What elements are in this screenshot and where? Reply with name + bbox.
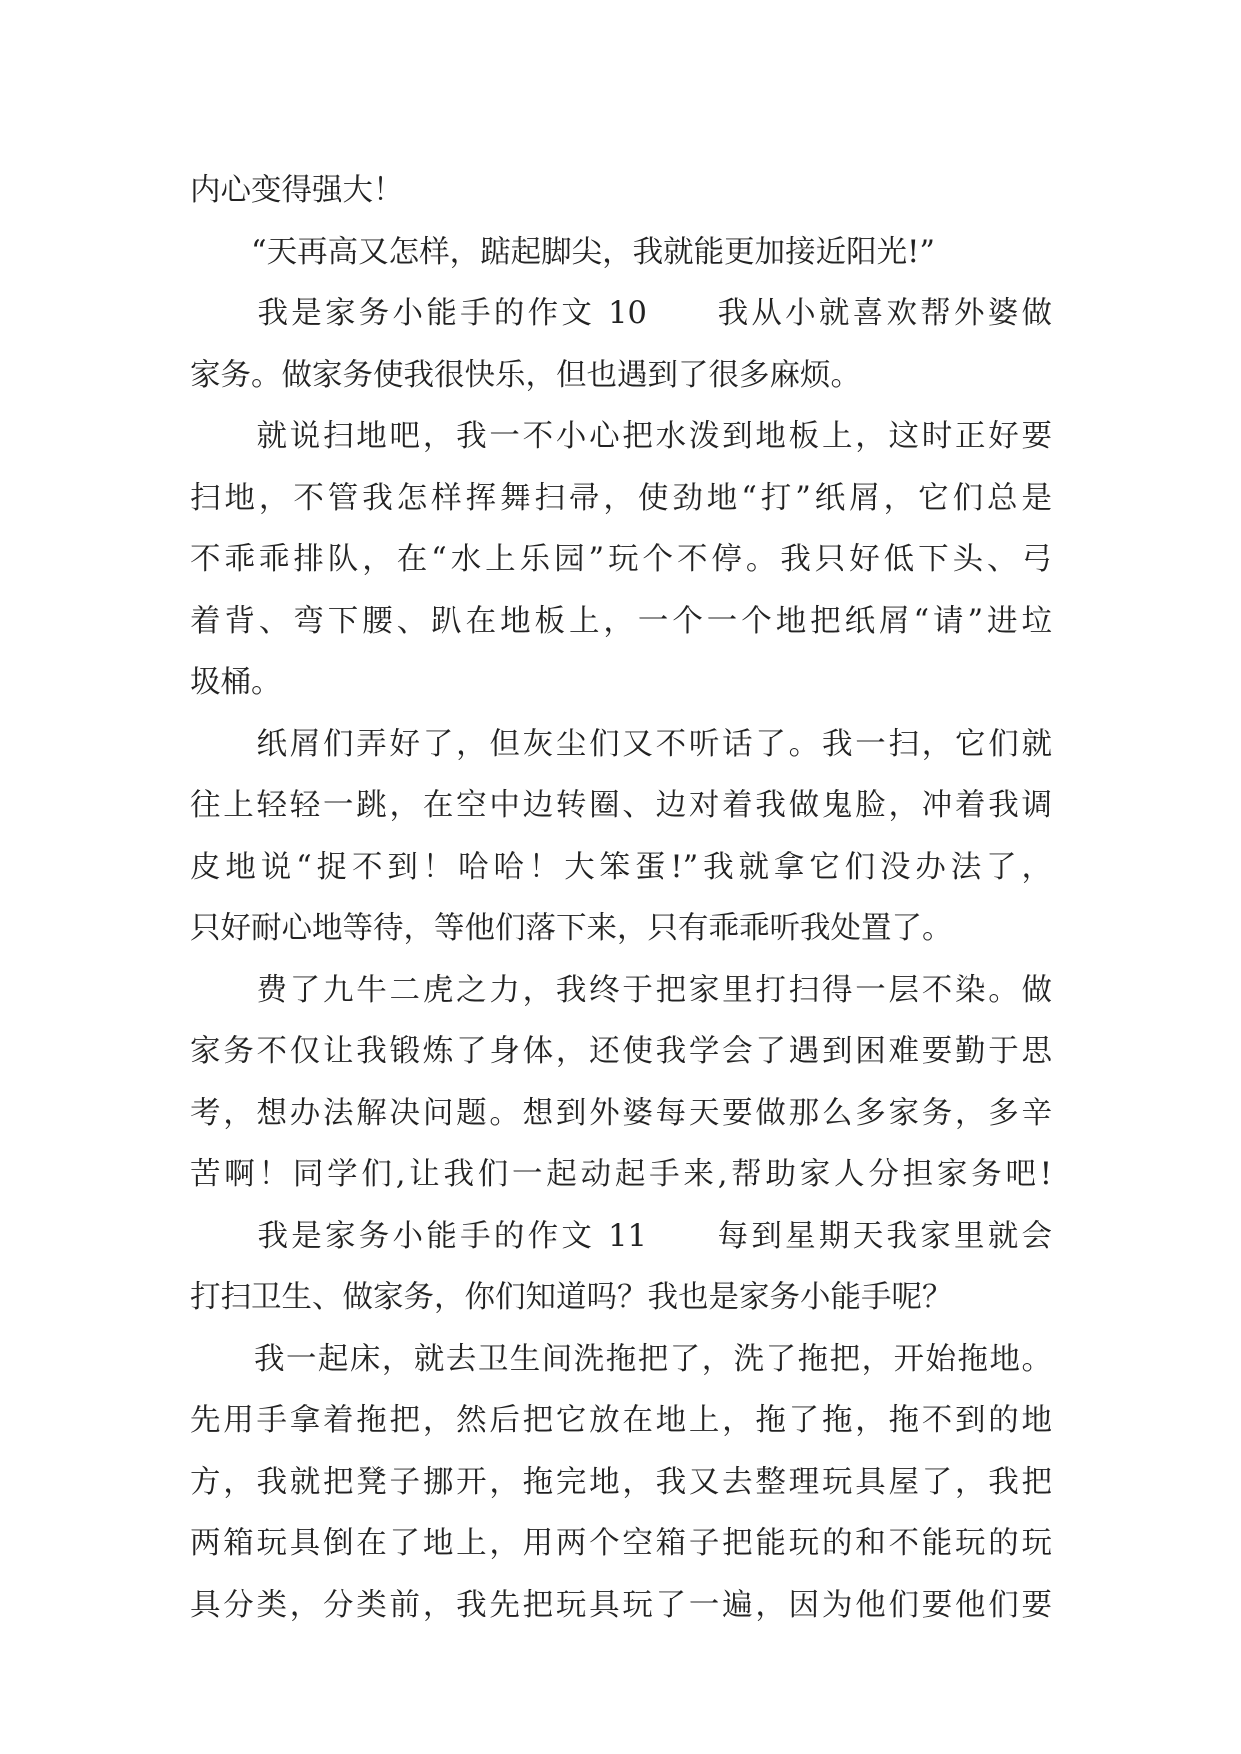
text-line: 就说扫地吧，我一不小心把水泼到地板上，这时正好要 — [190, 419, 1052, 454]
text-line: 只好耐心地等待，等他们落下来，只有乖乖听我处置了。 — [190, 911, 953, 946]
text-line: 苦啊！同学们,让我们一起动起手来,帮助家人分担家务吧! — [190, 1157, 1052, 1192]
text-line: 纸屑们弄好了，但灰尘们又不听话了。我一扫，它们就 — [190, 726, 1052, 762]
text-line: 具分类，分类前，我先把玩具玩了一遍，因为他们要他们要 — [190, 1587, 1052, 1623]
text-line: 方，我就把凳子挪开，拖完地，我又去整理玩具屋了，我把 — [190, 1464, 1052, 1500]
text-line: 家务不仅让我锻炼了身体，还使我学会了遇到困难要勤于思 — [190, 1034, 1052, 1069]
text-line: 不乖乖排队，在“水上乐园”玩个不停。我只好低下头、弓 — [190, 542, 1052, 577]
text-line: 内心变得强大！ — [190, 173, 404, 208]
text-line: 先用手拿着拖把，然后把它放在地上，拖了拖，拖不到的地 — [190, 1403, 1052, 1438]
text-line: 打扫卫生、做家务，你们知道吗？我也是家务小能手呢？ — [190, 1280, 953, 1315]
text-line: 着背、弯下腰、趴在地板上，一个一个地把纸屑“请”进垃 — [190, 603, 1052, 639]
text-line: 圾桶。 — [190, 665, 282, 700]
text-line: 我是家务小能手的作文 10 我从小就喜欢帮外婆做 — [190, 296, 1052, 331]
text-line: 两箱玩具倒在了地上，用两个空箱子把能玩的和不能玩的玩 — [190, 1526, 1052, 1561]
text-line: 考，想办法解决问题。想到外婆每天要做那么多家务，多辛 — [190, 1095, 1052, 1131]
text-line: 家务。做家务使我很快乐，但也遇到了很多麻烦。 — [190, 357, 861, 393]
text-line: 我是家务小能手的作文 11 每到星期天我家里就会 — [190, 1218, 1052, 1254]
text-line: 我一起床，就去卫生间洗拖把了，洗了拖把，开始拖地。 — [190, 1341, 1052, 1377]
essay-text-body — [190, 160, 1052, 1636]
text-line: 往上轻轻一跳，在空中边转圈、边对着我做鬼脸，冲着我调 — [190, 788, 1052, 823]
text-line: “天再高又怎样，踮起脚尖，我就能更加接近阳光!” — [190, 234, 935, 270]
text-line: 扫地，不管我怎样挥舞扫帚，使劲地“打”纸屑，它们总是 — [190, 480, 1052, 516]
text-line: 皮地说“捉不到！哈哈！大笨蛋!”我就拿它们没办法了， — [190, 849, 1052, 885]
text-line: 费了九牛二虎之力，我终于把家里打扫得一层不染。做 — [190, 972, 1052, 1008]
